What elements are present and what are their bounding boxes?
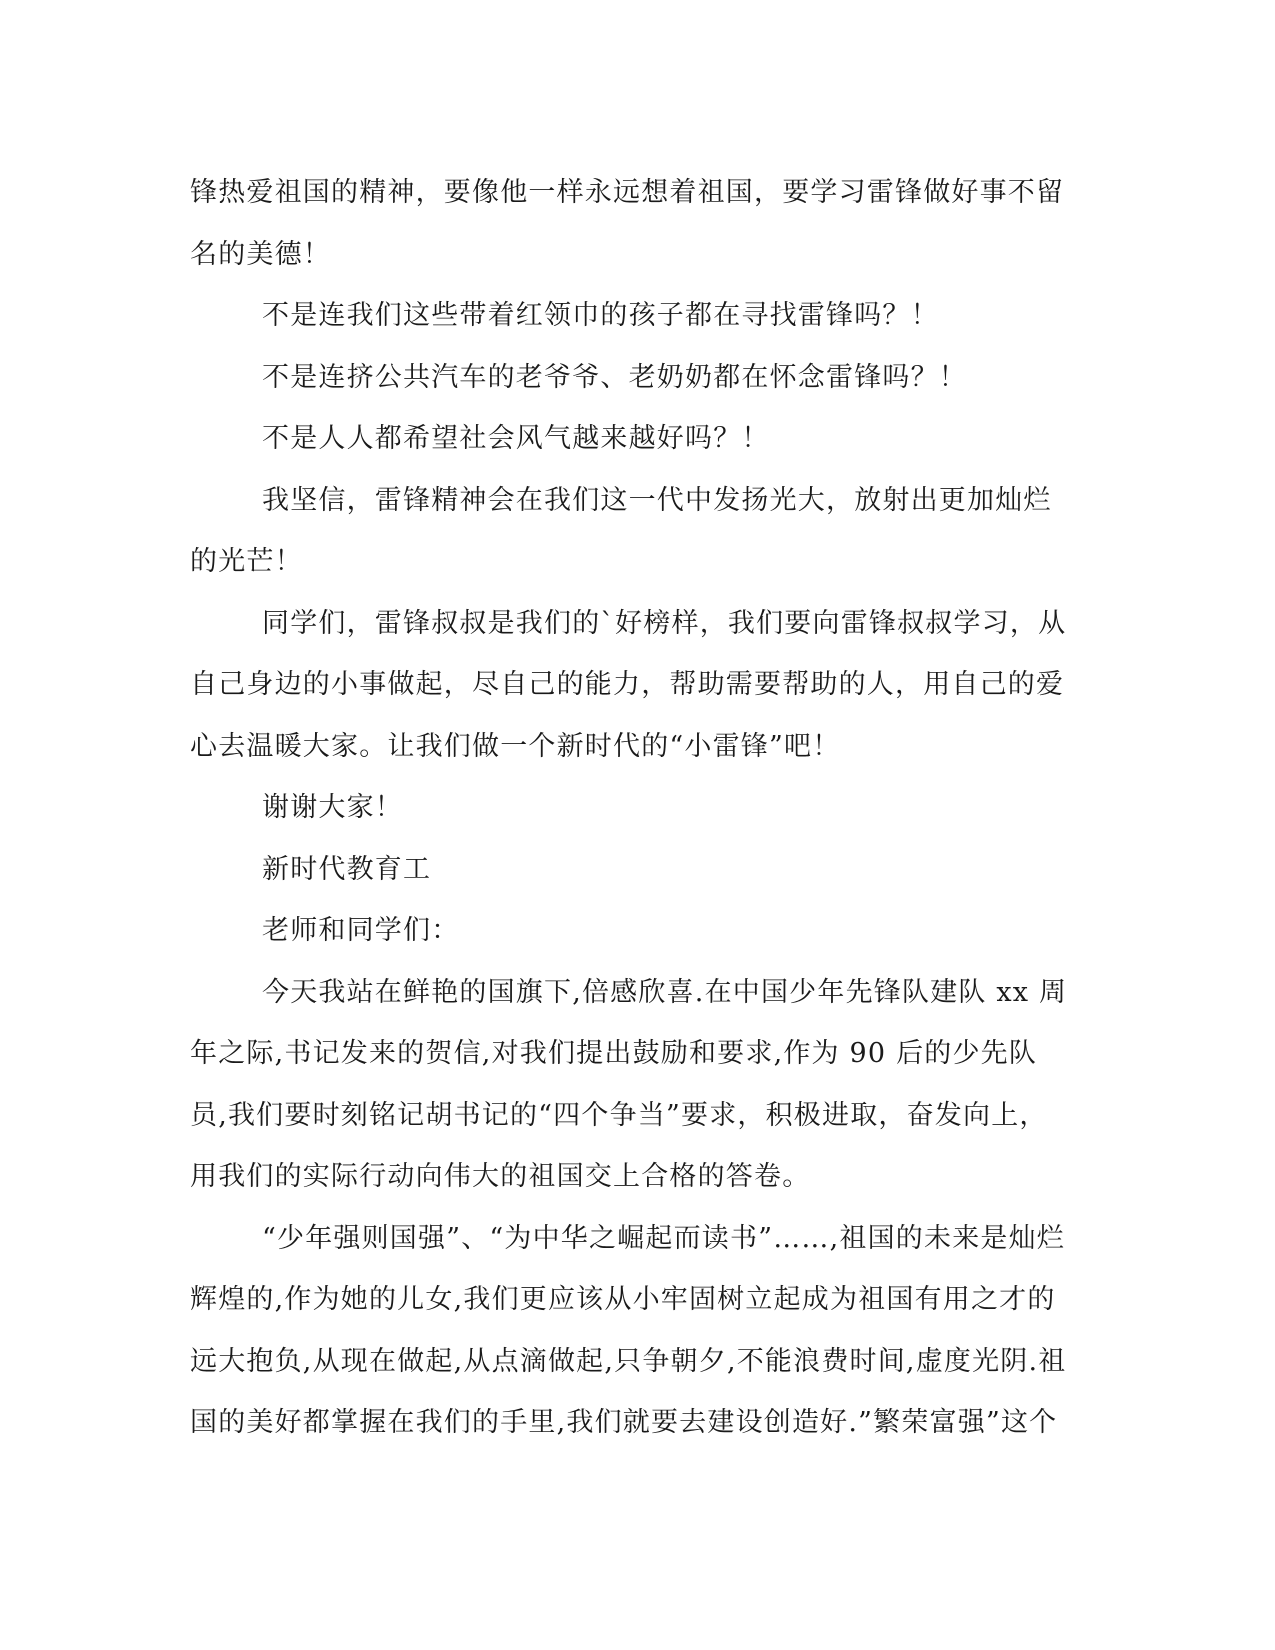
paragraph: 锋热爱祖国的精神，要像他一样永远想着祖国，要学习雷锋做好事不留名的美德！ — [190, 177, 1065, 270]
paragraph: 新时代教育工 — [262, 853, 432, 885]
paragraph: 谢谢大家！ — [262, 792, 403, 823]
paragraph: 同学们，雷锋叔叔是我们的`好榜样，我们要向雷锋叔叔学习，从自己身边的小事做起，尽自己的能力，帮助需要帮助的人，用自己的爱心去温暖大家。让我们做一个新时代的“小雷锋”吧！ — [190, 607, 1067, 762]
paragraph: 我坚信，雷锋精神会在我们这一代中发扬光大，放射出更加灿烂的光芒！ — [190, 484, 1052, 577]
paragraph: 不是连挤公共汽车的老爷爷、老奶奶都在怀念雷锋吗？！ — [262, 361, 967, 393]
paragraph: 不是连我们这些带着红领巾的孩子都在寻找雷锋吗？！ — [262, 300, 939, 331]
paragraph: 今天我站在鲜艳的国旗下,倍感欣喜.在中国少年先锋队建队 xx 周年之际,书记发来的贺信,对我们提出鼓励和要求,作为 90 后的少先队员,我们要时刻铭记胡书记的“四个争当”要求，积极进取，奋发向上，用我们的实际行动向伟大的祖国交上合格的答卷。 — [190, 976, 1068, 1192]
paragraph: 不是人人都希望社会风气越来越好吗？！ — [262, 423, 770, 454]
paragraph: 老师和同学们： — [262, 915, 460, 946]
paragraph: “少年强则国强”、“为中华之崛起而读书”……,祖国的未来是灿烂辉煌的,作为她的儿女,我们更应该从小牢固树立起成为祖国有用之才的远大抱负,从现在做起,从点滴做起,只争朝夕,不能浪费时间,虚度光阴.祖国的美好都掌握在我们的手里,我们就要去建设创造好.”繁荣富强”这个 — [190, 1222, 1067, 1438]
document-body — [190, 162, 1075, 1454]
